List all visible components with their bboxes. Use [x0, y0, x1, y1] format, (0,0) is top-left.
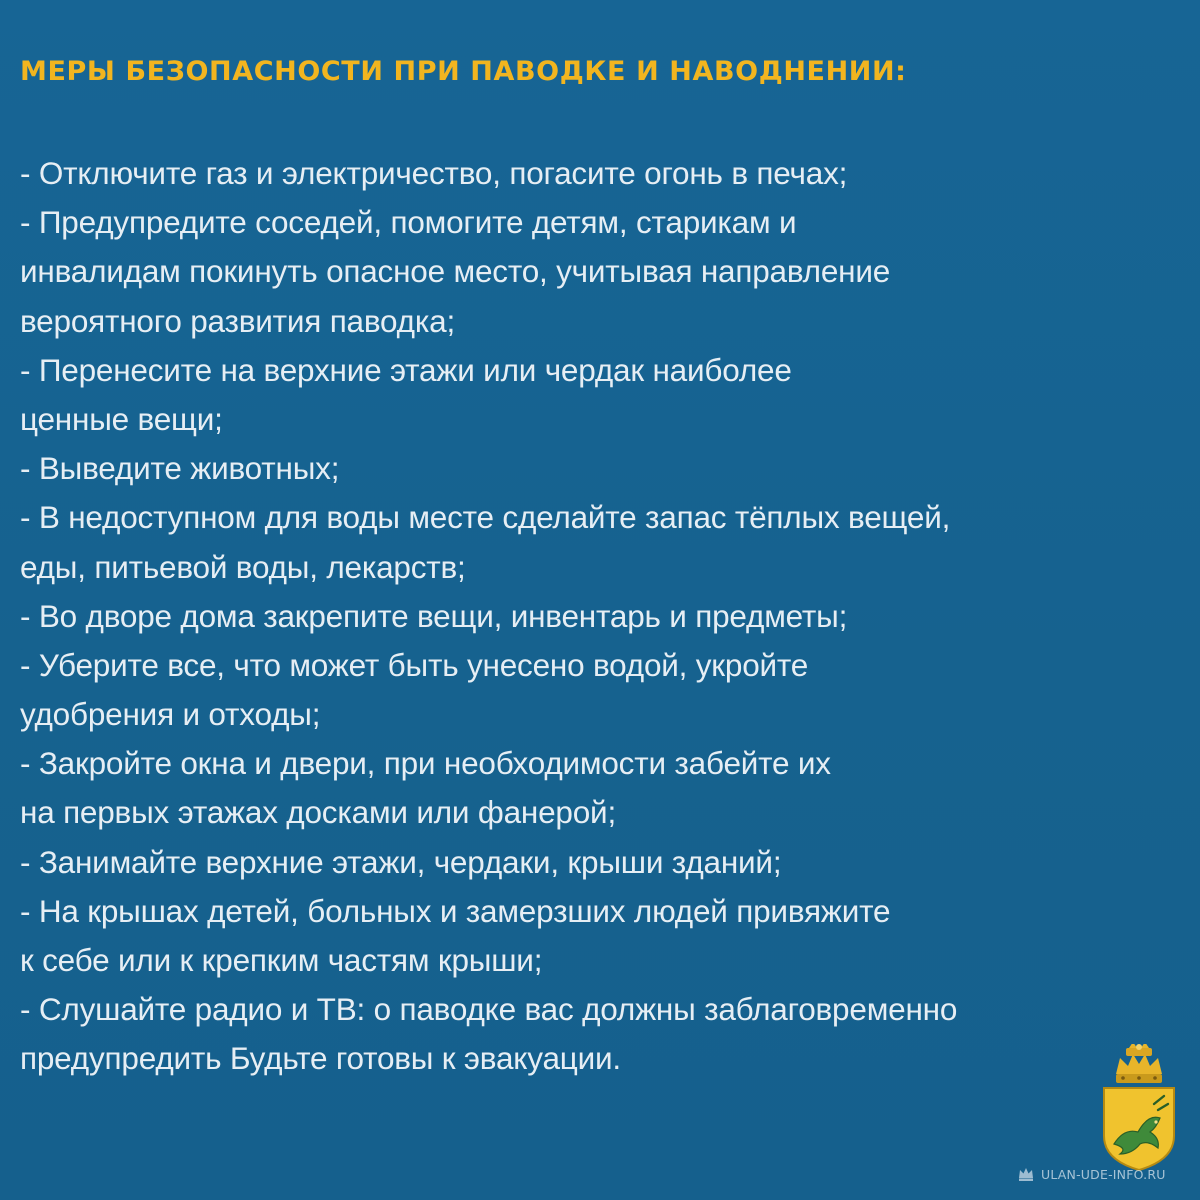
- text-line: - Слушайте радио и ТВ: о паводке вас должны заблаговременно: [20, 991, 958, 1028]
- text-line: - На крышах детей, больных и замерзших людей привяжите: [20, 892, 891, 929]
- text-line: вероятного развития паводка;: [20, 302, 456, 339]
- text-line: еды, питьевой воды, лекарств;: [20, 548, 466, 585]
- text-line: инвалидам покинуть опасное место, учитывая направление: [20, 253, 891, 290]
- city-coat-of-arms-icon: [1098, 1044, 1180, 1172]
- text-line: - Перенесите на верхние этажи или чердак наиболее: [20, 351, 792, 388]
- text-line: - Занимайте верхние этажи, чердаки, крыши зданий;: [20, 843, 782, 880]
- text-line: - Закройте окна и двери, при необходимости забейте их: [20, 745, 831, 782]
- text-line: - Выведите животных;: [20, 450, 340, 487]
- text-line: предупредить Будьте готовы к эвакуации.: [20, 1040, 621, 1077]
- text-line: ценные вещи;: [20, 400, 223, 437]
- text-line: на первых этажах досками или фанерой;: [20, 794, 617, 831]
- text-line: к себе или к крепким частям крыши;: [20, 942, 543, 978]
- text-line: - Отключите газ и электричество, погасите огонь в печах;: [20, 155, 848, 191]
- crown-icon: [1017, 1165, 1035, 1183]
- text-line: - В недоступном для воды месте сделайте запас тёплых вещей,: [20, 499, 951, 536]
- text-line: - Во дворе дома закрепите вещи, инвентарь и предметы;: [20, 597, 848, 634]
- crown-icon: [1116, 1044, 1162, 1083]
- text-line: удобрения и отходы;: [20, 696, 321, 733]
- site-watermark: [1017, 1163, 1166, 1185]
- page-title: МЕРЫ БЕЗОПАСНОСТИ ПРИ ПАВОДКЕ И НАВОДНЕНИИ:: [20, 56, 907, 87]
- text-line: - Предупредите соседей, помогите детям, старикам и: [20, 204, 797, 241]
- safety-measures-list: [20, 149, 1195, 1084]
- text-line: - Уберите все, что может быть унесено водой, укройте: [20, 646, 809, 683]
- watermark-text: ULAN-UDE-INFO.RU: [1041, 1166, 1166, 1182]
